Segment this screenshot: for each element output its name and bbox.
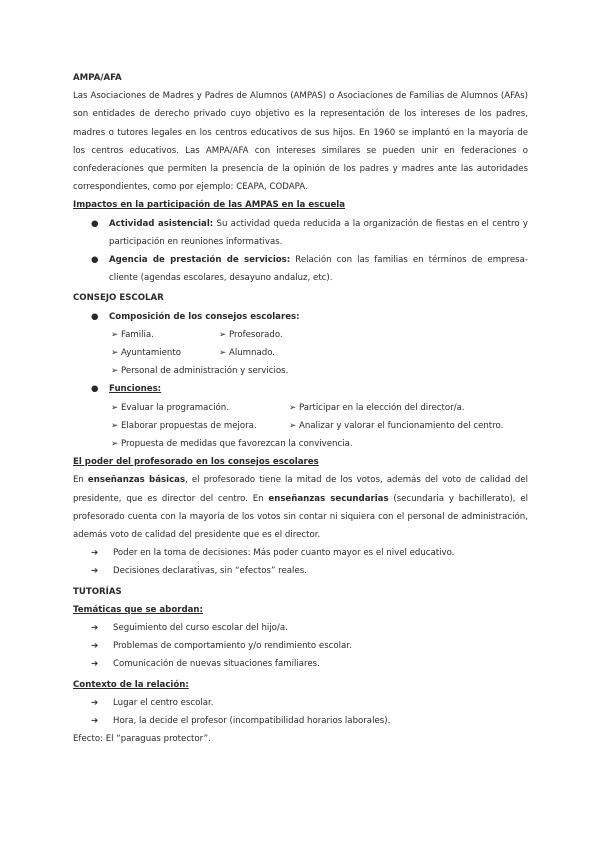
arrow-icon: ➔: [91, 548, 99, 559]
list-item: ➢ Analizar y valorar el funcionamiento del centro.: [289, 420, 504, 431]
sub-arrow-icon: ➢: [111, 366, 119, 377]
list-item: ➢ Alumnado.: [219, 348, 276, 359]
composicion-row: [73, 344, 528, 362]
list-item: ➔ Lugar el centro escolar.: [73, 694, 528, 712]
bold-term: enseñanzas secundarias: [268, 493, 389, 504]
ampa-heading: AMPA/AFA: [73, 73, 122, 83]
arrow-icon: ➔: [91, 641, 99, 652]
list-item-funciones: [73, 380, 528, 398]
sub-arrow-icon: ➢: [289, 420, 297, 431]
arrow-icon: ➔: [91, 659, 99, 670]
composicion-row: [73, 326, 528, 344]
list-item: ➢ Propuesta de medidas que favorezcan la convivencia.: [111, 438, 353, 449]
poder-heading: El poder del profesorado en los consejos escolares: [73, 457, 319, 468]
list-item: ➔ Comunicación de nuevas situaciones familiares.: [73, 655, 528, 673]
sub-arrow-icon: ➢: [111, 438, 119, 449]
list-item: ➢ Elaborar propuestas de mejora.: [111, 420, 257, 431]
funciones-row: [73, 399, 528, 417]
arrow-icon: ➔: [91, 697, 99, 708]
tutorias-heading: TUTORÍAS: [73, 586, 122, 597]
arrow-icon: ➔: [91, 566, 99, 577]
item-bold-label: Actividad asistencial:: [109, 218, 214, 229]
list-item-agencia: [73, 251, 528, 287]
sub-arrow-icon: ➢: [111, 348, 119, 359]
list-item-actividad: [73, 215, 528, 251]
list-item: ➔ Decisiones declarativas, sin “efectos” reales.: [73, 562, 528, 580]
arrow-icon: ➔: [91, 716, 99, 727]
contexto-heading: Contexto de la relación:: [73, 679, 189, 690]
ampa-paragraph: Las Asociaciones de Madres y Padres de Alumnos (AMPAS) o Asociaciones de Familias de Alumnos (AFAs) son entidades de derecho privado cuyo objetivo es la representación de los intereses de los padres, madres o tutores legales en los centros educativos de sus hijos. En 1960 se implantó en la mayoría de los centros educativos. Las AMPA/AFA con intereses similares se pueden unir en federaciones o confederaciones que permiten la presencia de la opinión de los padres y madres ante las autoridades correspondientes, como por ejemplo: CEAPA, CODAPA.: [73, 91, 528, 193]
funciones-label: Funciones:: [109, 384, 162, 395]
list-item: ➢ Familia.: [111, 329, 154, 340]
bold-term: enseñanzas básicas: [87, 475, 186, 486]
bullet-icon: ●: [91, 384, 99, 395]
list-item: ➔ Poder en la toma de decisiones: Más poder cuanto mayor es el nivel educativo.: [73, 544, 528, 562]
bullet-icon: ●: [91, 218, 99, 229]
item-text: Su actividad queda reducida a la organización de fiestas en el centro y participación en reuniones informativas.: [109, 218, 528, 247]
funciones-row: [73, 417, 528, 435]
list-item: ➢ Personal de administración y servicios.: [111, 366, 289, 377]
efecto-line: Efecto: El “paraguas protector”.: [73, 734, 211, 745]
document-body: [73, 69, 528, 748]
sub-arrow-icon: ➢: [219, 329, 227, 340]
list-item: ➢ Profesorado.: [219, 329, 283, 340]
impactos-heading: Impactos en la participación de las AMPAS en la escuela: [73, 200, 346, 211]
sub-arrow-icon: ➢: [111, 402, 119, 413]
list-item: ➢ Evaluar la programación.: [111, 402, 229, 413]
list-item: ➔ Hora, la decide el profesor (incompatibilidad horarios laborales).: [73, 712, 528, 730]
list-item: ➢ Ayuntamiento: [111, 348, 181, 359]
bullet-icon: ●: [91, 311, 99, 322]
poder-paragraph: En enseñanzas básicas, el profesorado tiene la mitad de los votos, además del voto de calidad del presidente, que es director del centro. En enseñanzas secundarias (secundaria y bachillerato), el profesorado cuenta con la mayoría de los votos sin contar ni siquiera con el personal de administración, además voto de calidad del presidente que es el director.: [73, 475, 529, 540]
item-text: Relación con las familias en términos de empresa-cliente (agendas escolares, desayuno andaluz, etc).: [109, 255, 529, 284]
sub-arrow-icon: ➢: [111, 420, 119, 431]
sub-arrow-icon: ➢: [219, 348, 227, 359]
sub-arrow-icon: ➢: [289, 402, 297, 413]
item-bold-label: Agencia de prestación de servicios:: [109, 255, 291, 266]
consejo-heading: CONSEJO ESCOLAR: [73, 293, 164, 304]
list-item: ➢ Participar en la elección del director/a.: [289, 402, 465, 413]
composicion-row: [73, 362, 528, 380]
list-item-composicion: [73, 308, 528, 326]
arrow-icon: ➔: [91, 623, 99, 633]
funciones-row: [73, 435, 528, 453]
composicion-label: Composición de los consejos escolares:: [109, 311, 300, 322]
sub-arrow-icon: ➢: [111, 329, 119, 340]
list-item: ➔ Problemas de comportamiento y/o rendimiento escolar.: [73, 637, 528, 655]
list-item: ➔ Seguimiento del curso escolar del hijo/a.: [73, 619, 528, 637]
tematicas-heading: Temáticas que se abordan:: [73, 604, 203, 615]
bullet-icon: ●: [91, 255, 99, 266]
